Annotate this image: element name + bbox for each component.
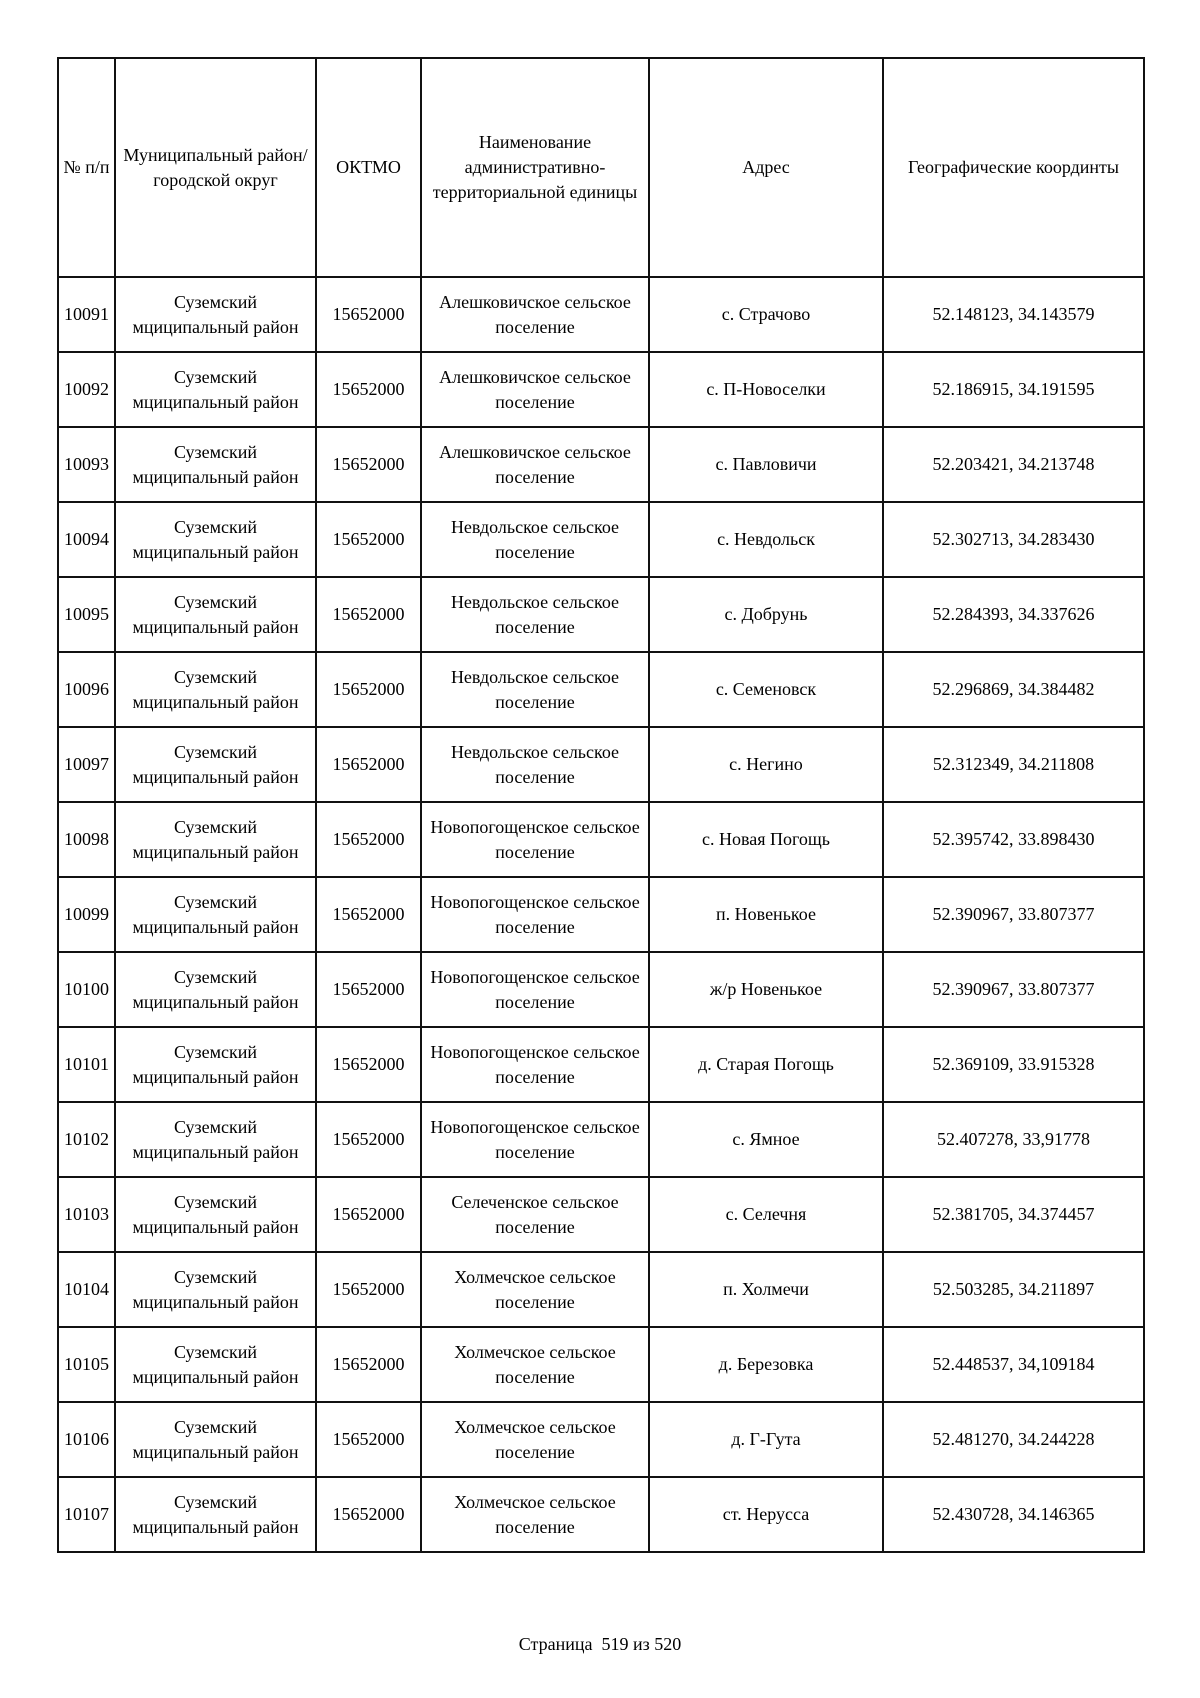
cell-coords: 52.381705, 34.374457 [883, 1177, 1144, 1252]
cell-oktmo: 15652000 [316, 277, 421, 352]
cell-unit: Новопогощенское сельское поселение [421, 1102, 649, 1177]
cell-address: с. Ямное [649, 1102, 883, 1177]
table-row [58, 727, 1144, 802]
cell-coords: 52.448537, 34,109184 [883, 1327, 1144, 1402]
cell-oktmo: 15652000 [316, 727, 421, 802]
cell-num: 10104 [58, 1252, 115, 1327]
cell-address: д. Г-Гута [649, 1402, 883, 1477]
cell-unit: Селеченское сельское поселение [421, 1177, 649, 1252]
cell-district: Суземский мциципальный район [115, 1477, 316, 1552]
table-row [58, 802, 1144, 877]
cell-oktmo: 15652000 [316, 1402, 421, 1477]
cell-coords: 52.203421, 34.213748 [883, 427, 1144, 502]
cell-address: ж/р Новенькое [649, 952, 883, 1027]
cell-unit: Холмечское сельское поселение [421, 1402, 649, 1477]
cell-num: 10093 [58, 427, 115, 502]
cell-district: Суземский мциципальный район [115, 427, 316, 502]
cell-oktmo: 15652000 [316, 502, 421, 577]
cell-coords: 52.296869, 34.384482 [883, 652, 1144, 727]
cell-unit: Алешковичское сельское поселение [421, 277, 649, 352]
table-row [58, 952, 1144, 1027]
cell-coords: 52.186915, 34.191595 [883, 352, 1144, 427]
cell-num: 10094 [58, 502, 115, 577]
cell-num: 10101 [58, 1027, 115, 1102]
cell-oktmo: 15652000 [316, 427, 421, 502]
cell-oktmo: 15652000 [316, 1102, 421, 1177]
cell-num: 10102 [58, 1102, 115, 1177]
cell-address: с. Негино [649, 727, 883, 802]
cell-coords: 52.395742, 33.898430 [883, 802, 1144, 877]
cell-num: 10106 [58, 1402, 115, 1477]
cell-address: с. Селечня [649, 1177, 883, 1252]
cell-unit: Алешковичское сельское поселение [421, 352, 649, 427]
cell-unit: Холмечское сельское поселение [421, 1477, 649, 1552]
table-row [58, 1027, 1144, 1102]
cell-oktmo: 15652000 [316, 1477, 421, 1552]
cell-coords: 52.312349, 34.211808 [883, 727, 1144, 802]
table-body [58, 277, 1144, 1552]
cell-coords: 52.284393, 34.337626 [883, 577, 1144, 652]
header-oktmo: ОКТМО [316, 58, 421, 277]
header-address: Адрес [649, 58, 883, 277]
cell-district: Суземский мциципальный район [115, 652, 316, 727]
cell-oktmo: 15652000 [316, 1027, 421, 1102]
cell-district: Суземский мциципальный район [115, 1027, 316, 1102]
cell-address: с. Страчово [649, 277, 883, 352]
cell-unit: Новопогощенское сельское поселение [421, 1027, 649, 1102]
cell-address: с. П-Новоселки [649, 352, 883, 427]
cell-num: 10100 [58, 952, 115, 1027]
table-row [58, 427, 1144, 502]
cell-num: 10092 [58, 352, 115, 427]
cell-oktmo: 15652000 [316, 802, 421, 877]
cell-unit: Невдольское сельское поселение [421, 502, 649, 577]
cell-address: ст. Нерусса [649, 1477, 883, 1552]
cell-address: д. Березовка [649, 1327, 883, 1402]
cell-district: Суземский мциципальный район [115, 877, 316, 952]
table-row [58, 352, 1144, 427]
cell-unit: Холмечское сельское поселение [421, 1252, 649, 1327]
cell-unit: Невдольское сельское поселение [421, 652, 649, 727]
table-row [58, 1327, 1144, 1402]
cell-address: п. Новенькое [649, 877, 883, 952]
cell-address: с. Павловичи [649, 427, 883, 502]
cell-district: Суземский мциципальный район [115, 352, 316, 427]
cell-oktmo: 15652000 [316, 577, 421, 652]
cell-num: 10107 [58, 1477, 115, 1552]
cell-num: 10097 [58, 727, 115, 802]
header-num: № п/п [58, 58, 115, 277]
cell-district: Суземский мциципальный район [115, 1252, 316, 1327]
table-row [58, 1477, 1144, 1552]
header-unit: Наименование административно-территориальной единицы [421, 58, 649, 277]
cell-unit: Алешковичское сельское поселение [421, 427, 649, 502]
cell-coords: 52.148123, 34.143579 [883, 277, 1144, 352]
table-row [58, 277, 1144, 352]
cell-district: Суземский мциципальный район [115, 1102, 316, 1177]
cell-district: Суземский мциципальный район [115, 952, 316, 1027]
cell-district: Суземский мциципальный район [115, 277, 316, 352]
cell-address: с. Добрунь [649, 577, 883, 652]
cell-address: п. Холмечи [649, 1252, 883, 1327]
page-footer [0, 1634, 1200, 1655]
cell-address: с. Невдольск [649, 502, 883, 577]
cell-address: с. Семеновск [649, 652, 883, 727]
cell-num: 10095 [58, 577, 115, 652]
table-row [58, 1102, 1144, 1177]
cell-coords: 52.390967, 33.807377 [883, 952, 1144, 1027]
cell-district: Суземский мциципальный район [115, 1402, 316, 1477]
cell-oktmo: 15652000 [316, 1252, 421, 1327]
cell-district: Суземский мциципальный район [115, 577, 316, 652]
cell-unit: Новопогощенское сельское поселение [421, 802, 649, 877]
cell-num: 10105 [58, 1327, 115, 1402]
table-header [58, 58, 1144, 277]
cell-district: Суземский мциципальный район [115, 1177, 316, 1252]
cell-num: 10096 [58, 652, 115, 727]
cell-oktmo: 15652000 [316, 952, 421, 1027]
cell-unit: Холмечское сельское поселение [421, 1327, 649, 1402]
cell-coords: 52.407278, 33,91778 [883, 1102, 1144, 1177]
table-row [58, 877, 1144, 952]
cell-unit: Новопогощенское сельское поселение [421, 952, 649, 1027]
cell-unit: Новопогощенское сельское поселение [421, 877, 649, 952]
cell-coords: 52.481270, 34.244228 [883, 1402, 1144, 1477]
settlements-table [57, 57, 1145, 1553]
table-row [58, 1177, 1144, 1252]
cell-oktmo: 15652000 [316, 352, 421, 427]
cell-num: 10099 [58, 877, 115, 952]
table-row [58, 502, 1144, 577]
page-number: Страница 519 из 520 [518, 1634, 682, 1654]
header-row [58, 58, 1144, 277]
cell-address: с. Новая Погощь [649, 802, 883, 877]
table-row [58, 652, 1144, 727]
cell-coords: 52.302713, 34.283430 [883, 502, 1144, 577]
cell-district: Суземский мциципальный район [115, 502, 316, 577]
cell-coords: 52.390967, 33.807377 [883, 877, 1144, 952]
cell-unit: Невдольское сельское поселение [421, 577, 649, 652]
cell-address: д. Старая Погощь [649, 1027, 883, 1102]
cell-oktmo: 15652000 [316, 1327, 421, 1402]
cell-coords: 52.430728, 34.146365 [883, 1477, 1144, 1552]
cell-oktmo: 15652000 [316, 877, 421, 952]
table-row [58, 1252, 1144, 1327]
cell-oktmo: 15652000 [316, 652, 421, 727]
cell-coords: 52.369109, 33.915328 [883, 1027, 1144, 1102]
cell-unit: Невдольское сельское поселение [421, 727, 649, 802]
header-coords: Географические координты [883, 58, 1144, 277]
cell-num: 10098 [58, 802, 115, 877]
cell-district: Суземский мциципальный район [115, 727, 316, 802]
table-row [58, 577, 1144, 652]
cell-num: 10103 [58, 1177, 115, 1252]
cell-district: Суземский мциципальный район [115, 802, 316, 877]
cell-coords: 52.503285, 34.211897 [883, 1252, 1144, 1327]
cell-oktmo: 15652000 [316, 1177, 421, 1252]
header-district: Муниципальный район/городской округ [115, 58, 316, 277]
cell-num: 10091 [58, 277, 115, 352]
cell-district: Суземский мциципальный район [115, 1327, 316, 1402]
table-row [58, 1402, 1144, 1477]
